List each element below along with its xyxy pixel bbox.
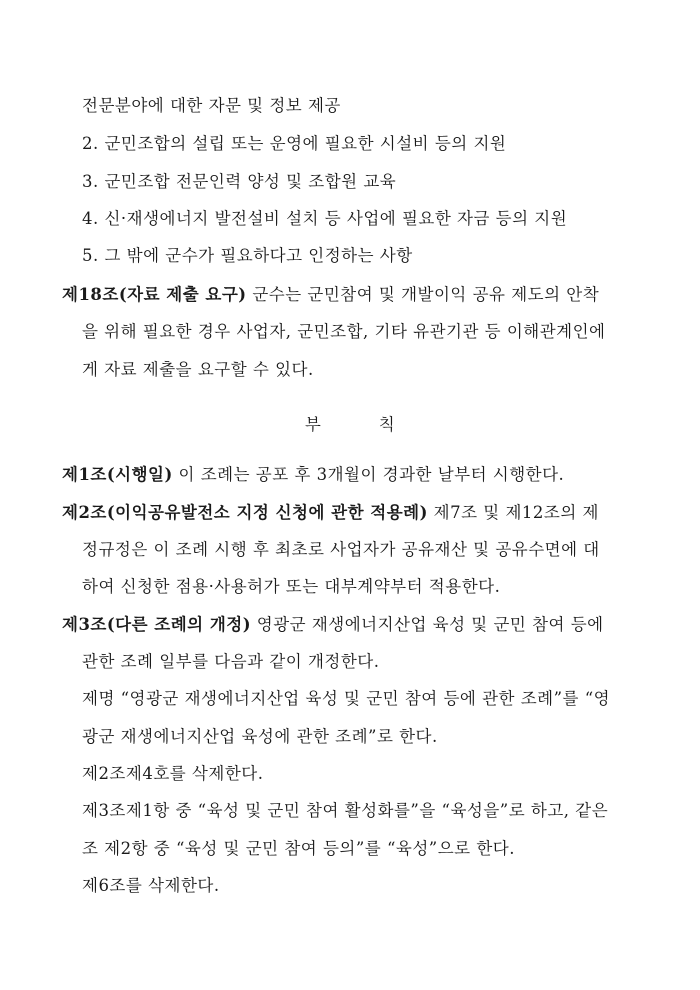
amendment-text: 제3조제1항 중 “육성 및 군민 참여 활성화를”을 “육성을”로 하고, 같은 bbox=[82, 801, 609, 820]
supplementary-title: 부 칙 bbox=[304, 415, 396, 434]
continuation-text: 전문분야에 대한 자문 및 정보 제공 bbox=[82, 96, 341, 115]
article-text: 을 위해 필요한 경우 사업자, 군민조합, 기타 유관기관 등 이해관계인에 bbox=[82, 322, 606, 341]
article-text: 게 자료 제출을 요구할 수 있다. bbox=[82, 360, 314, 379]
amendment-text: 조 제2항 중 “육성 및 군민 참여 등의”를 “육성”으로 한다. bbox=[82, 839, 515, 858]
list-item: 3. 군민조합 전문인력 양성 및 조합원 교육 bbox=[82, 172, 397, 191]
article-heading: 제3조(다른 조례의 개정) bbox=[62, 615, 252, 634]
article-18 bbox=[62, 285, 599, 305]
list-item: 5. 그 밖에 군수가 필요하다고 인정하는 사항 bbox=[82, 246, 413, 265]
article-text: 영광군 재생에너지산업 육성 및 군민 참여 등에 bbox=[251, 615, 604, 634]
amendment-text: 제명 “영광군 재생에너지산업 육성 및 군민 참여 등에 관한 조례”를 “영 bbox=[82, 689, 611, 708]
article-text: 이 조례는 공포 후 3개월이 경과한 날부터 시행한다. bbox=[172, 465, 565, 484]
article-text: 정규정은 이 조례 시행 후 최초로 사업자가 공유재산 및 공유수면에 대 bbox=[82, 540, 600, 559]
supp-article-1 bbox=[62, 465, 564, 485]
article-heading: 제18조(자료 제출 요구) bbox=[62, 285, 247, 304]
article-text: 하여 신청한 점용·사용허가 또는 대부계약부터 적용한다. bbox=[82, 577, 501, 596]
amendment-text: 제6조를 삭제한다. bbox=[82, 876, 220, 895]
article-text: 관한 조례 일부를 다음과 같이 개정한다. bbox=[82, 652, 380, 671]
article-text: 제7조 및 제12조의 제 bbox=[427, 503, 599, 522]
amendment-text: 광군 재생에너지산업 육성에 관한 조례”로 한다. bbox=[82, 727, 438, 746]
list-item: 4. 신·재생에너지 발전설비 설치 등 사업에 필요한 자금 등의 지원 bbox=[82, 209, 568, 228]
supp-article-3 bbox=[62, 615, 604, 635]
list-item: 2. 군민조합의 설립 또는 운영에 필요한 시설비 등의 지원 bbox=[82, 134, 507, 153]
supp-article-2 bbox=[62, 503, 599, 523]
amendment-text: 제2조제4호를 삭제한다. bbox=[82, 764, 264, 783]
article-heading: 제2조(이익공유발전소 지정 신청에 관한 적용례) bbox=[62, 503, 428, 522]
article-heading: 제1조(시행일) bbox=[62, 465, 173, 484]
article-text: 군수는 군민참여 및 개발이익 공유 제도의 안착 bbox=[246, 285, 600, 304]
